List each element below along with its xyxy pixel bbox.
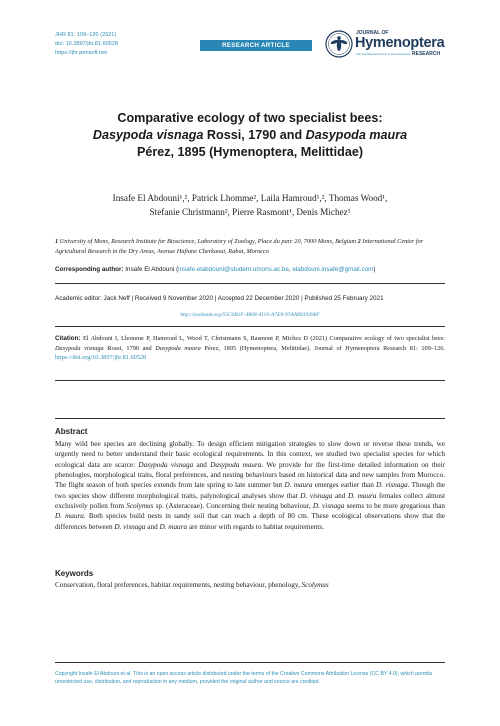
- article-title: [60, 110, 440, 161]
- species-name: Dasypoda visnaga: [55, 344, 104, 352]
- title-line-3: Pérez, 1895 (Hymenoptera, Melittidae): [136, 145, 364, 159]
- keywords-heading: Keywords: [55, 569, 94, 578]
- corresponding-name: Insafe El Abdouni (: [123, 266, 179, 273]
- title-line-2: [60, 127, 440, 144]
- doi-link[interactable]: https://doi.org/10.3897/jhr.81.60528: [55, 354, 147, 362]
- research-article-badge: RESEARCH ARTICLE: [200, 40, 312, 51]
- species-name: D. visnaga: [114, 522, 146, 531]
- abstract-text: sp. (Asteraceae). Concerning their nesting behaviour,: [153, 502, 313, 511]
- abstract-text: . We provide for the first-time detailed information on their phenologies, morphological traits, floral preferences, and nesting behaviours based on historical data and new samples from Morocco. The flight season of both species extends from late spring to late summer but: [55, 460, 446, 490]
- email-link[interactable]: elabdouni.insafe@gmail.com: [292, 266, 374, 273]
- title-line-1: Comparative ecology of two specialist bees:: [117, 111, 383, 125]
- corresponding-author: [55, 266, 375, 273]
- abstract-body: [55, 439, 445, 532]
- zoobank-link[interactable]: http://zoobank.org/55C6B1F-4868-4119-A7E9-97AA8939398F: [180, 312, 320, 318]
- doi-text[interactable]: doi: 10.3897/jhr.81.60528: [55, 41, 119, 47]
- abstract-text: and: [145, 522, 160, 531]
- citation-label: Citation:: [55, 335, 81, 342]
- wasp-emblem-icon: [325, 30, 353, 58]
- species-name: D. maura: [284, 481, 313, 490]
- logo-tagline: The International Society of Hymenopterists: [356, 52, 411, 56]
- genus-name: Scolymus: [301, 581, 329, 589]
- abstract-text: are minor with regards to habitat requirements.: [187, 522, 324, 531]
- species-name: Dasypoda maura: [305, 128, 408, 142]
- paren: ): [373, 266, 376, 273]
- article-meta: [55, 31, 118, 58]
- affiliation-2: International Center for Agricultural Research in the Dry Areas, Avenue Hafiane Cherkaoui, Rabat, Morocco: [55, 238, 424, 255]
- abstract-text: Many wild bee species are declining globally. To design efficient mitigation strategies to slow down or reverse these trends, we urgently need to better understand their basic ecological requirements. In this context, we studied two specialist species for which ecological data are scarce:: [55, 440, 445, 469]
- species-name: D. maura: [55, 512, 84, 521]
- species-name: Dasypoda maura: [210, 460, 262, 469]
- affiliation-1: University of Mons, Research Institute for Bioscience, Laboratory of Zoology, Place du parc 20, 7000 Mons, Belgium: [58, 238, 358, 245]
- species-name: D. visnaga: [312, 502, 345, 511]
- abstract-heading: Abstract: [55, 427, 88, 436]
- keywords-list: [55, 581, 445, 589]
- authors-line-2[interactable]: Stefanie Christmann², Pierre Rasmont¹, Denis Michez¹: [149, 206, 351, 217]
- logo-hymenoptera: Hymenoptera: [355, 35, 445, 51]
- citation: [55, 334, 445, 363]
- logo-research: RESEARCH: [412, 51, 441, 57]
- abstract-text: females collect almost exclusively pollen from: [55, 491, 445, 511]
- abstract-text: and: [332, 491, 348, 500]
- separator: ,: [288, 266, 293, 273]
- corresponding-label: Corresponding author:: [55, 266, 124, 273]
- author-list: [60, 192, 440, 219]
- journal-url[interactable]: https://jhr.pensoft.net: [55, 50, 107, 56]
- species-name: D. maura: [347, 491, 377, 500]
- genus-name: Scolymus: [126, 502, 154, 511]
- divider: [55, 380, 445, 381]
- abstract-text: . Though the two species show different morphological traits, palynological analyses show that: [55, 481, 445, 500]
- copyright-notice: Copyright Insafe El Abdouni et al. This is an open access article distributed under the terms of the Creative Commons Attribution License (CC BY 4.0), which permits unrestricted use, distribution, and reproduction in any medium, provided the original author and source are credited.: [55, 671, 433, 685]
- species-name: Dasypoda visnaga: [92, 128, 204, 142]
- species-name: D. visnaga: [376, 481, 408, 490]
- title-text: Rossi, 1790 and: [203, 128, 306, 142]
- species-name: Dasypoda visnaga: [138, 460, 194, 469]
- abstract-text: and: [193, 460, 211, 469]
- species-name: D. visnaga: [300, 491, 333, 500]
- affiliations: [55, 237, 445, 256]
- divider: [55, 283, 445, 284]
- divider: [55, 326, 445, 327]
- authors-line-1[interactable]: Insafe El Abdouni¹,², Patrick Lhomme², Laila Hamroud¹,², Thomas Wood¹,: [112, 193, 388, 203]
- citation-text: El Abdouni I, Lhomme P, Hamroud L, Wood T, Christmann S, Rasmont P, Michez D (2021) Comparative ecology of two specialist bees:: [80, 335, 445, 342]
- divider: [55, 662, 445, 663]
- abstract-text: . Both species build nests in sandy soil that can reach a depth of 80 cm. These ecological observations show that the differences between: [55, 512, 445, 531]
- affiliation-number: 1: [55, 238, 59, 245]
- keywords-text: Conservation, floral preferences, habitat requirements, nesting behaviour, phenology,: [55, 581, 302, 589]
- citation-text: Pérez, 1895 (Hymenoptera, Melittidae). Journal of Hymenoptera Research 81: 109–126.: [200, 344, 445, 352]
- journal-logo: [325, 30, 445, 60]
- species-name: D. maura: [159, 522, 188, 531]
- journal-ref: JHR 81: 109–126 (2021): [55, 32, 117, 38]
- editorial-dates: Academic editor: Jack Neff | Received 9 November 2020 | Accepted 22 December 2020 | Published 25 February 2021: [55, 295, 384, 302]
- abstract-text: emerges earlier than: [312, 481, 377, 490]
- email-link[interactable]: insafe.elabdouni@student.umons.ac.be: [178, 266, 289, 273]
- citation-text: Rossi, 1790 and: [103, 344, 156, 352]
- abstract-text: seems to be more gregarious than: [344, 502, 445, 511]
- divider: [55, 418, 445, 419]
- species-name: Dasypoda maura: [155, 344, 201, 352]
- logo-journal-of: JOURNAL OF: [356, 30, 389, 36]
- affiliation-number: 2: [357, 238, 361, 245]
